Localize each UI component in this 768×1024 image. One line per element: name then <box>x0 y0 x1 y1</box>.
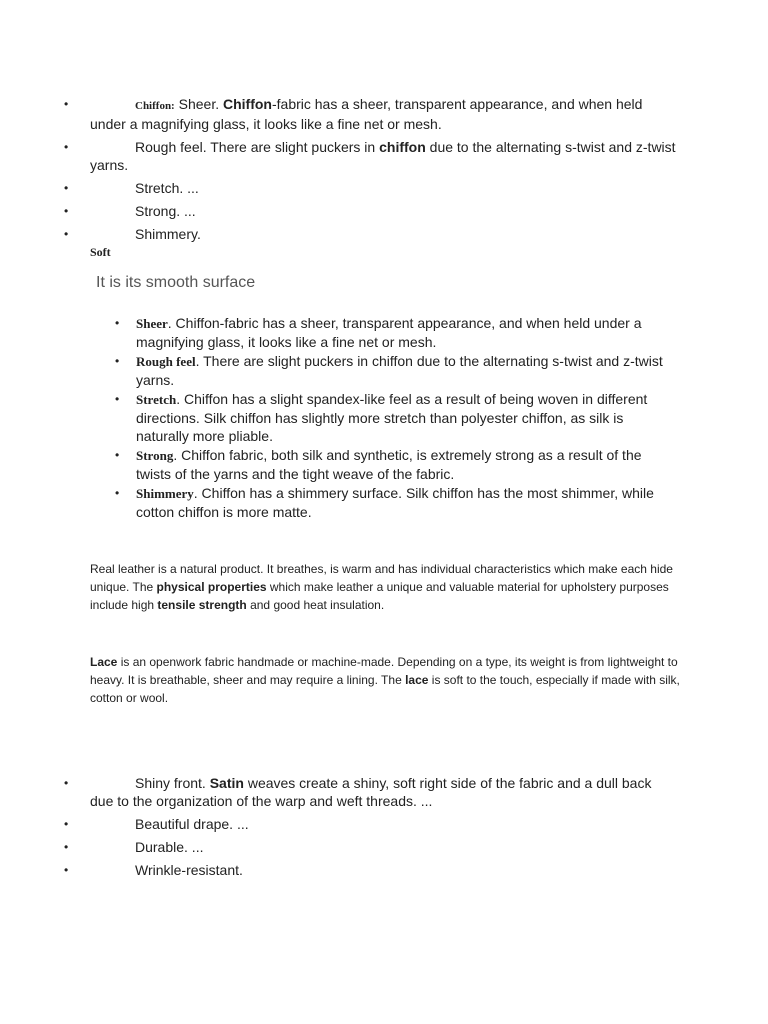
leather-paragraph <box>90 560 690 614</box>
para-text: and good heat insulation. <box>246 598 385 612</box>
term-label: Stretch <box>136 392 177 407</box>
para-text: is an openwork fabric handmade or machine-made. Depending on a type, its weight is from lightweight to heavy. It is breathable, sheer and may require a lining. The <box>90 655 678 687</box>
item-text: . Chiffon has a shimmery surface. Silk chiffon has the most shimmer, while cotton chiffon is more matte. <box>136 485 654 520</box>
item-bold: Chiffon <box>223 96 272 112</box>
bullet-icon: • <box>115 448 120 462</box>
bullet-icon: • <box>64 863 69 877</box>
satin-list <box>0 774 768 884</box>
soft-label: Soft <box>90 245 111 259</box>
para-text: which make leather a unique and valuable material for upholstery purposes include high <box>90 580 669 612</box>
list-item <box>0 225 768 243</box>
term-label: Rough feel <box>136 354 196 369</box>
item-bold: Satin <box>209 775 244 791</box>
item-text: Stretch. ... <box>135 180 199 196</box>
item-text: Wrinkle-resistant. <box>135 862 243 878</box>
bullet-icon: • <box>64 776 69 790</box>
list-item <box>0 861 768 879</box>
item-text: weaves create a shiny, soft right side of the fabric and a dull back due to the organization of the warp and weft threads. ... <box>90 775 652 809</box>
list-item <box>0 484 768 521</box>
list-item <box>0 95 768 133</box>
item-text: -fabric has a sheer, transparent appearance, and when held under a magnifying glass, it looks like a fine net or mesh. <box>90 96 643 132</box>
para-text: Real leather is a natural product. It breathes, is warm and has individual characteristics which make each hide unique. The <box>90 562 673 594</box>
bullet-icon: • <box>64 140 69 154</box>
para-bold: tensile strength <box>157 598 247 612</box>
term-label: Sheer <box>136 316 168 331</box>
bullet-icon: • <box>115 486 120 500</box>
para-bold: lace <box>405 673 429 687</box>
bullet-icon: • <box>64 227 69 241</box>
bullet-icon: • <box>115 354 120 368</box>
item-text: . Chiffon-fabric has a sheer, transparent appearance, and when held under a magnifying glass, it looks like a fine net or mesh. <box>136 315 642 350</box>
item-bold: chiffon <box>379 139 426 155</box>
bullet-icon: • <box>64 840 69 854</box>
item-text: Rough feel. There are slight puckers in <box>135 139 380 155</box>
item-text: Strong. ... <box>135 203 196 219</box>
bullet-icon: • <box>115 392 120 406</box>
item-text: Shimmery. <box>135 226 201 242</box>
chiffon-properties-list <box>0 314 768 522</box>
item-text: Sheer. <box>178 96 223 112</box>
bullet-icon: • <box>64 817 69 831</box>
list-item <box>0 179 768 197</box>
lace-paragraph <box>90 653 690 707</box>
item-text: . Chiffon has a slight spandex-like feel as a result of being woven in different directions. Silk chiffon has slightly more stretch than polyester chiffon, as silk is naturally more pliable. <box>136 391 648 444</box>
list-item <box>0 352 768 389</box>
para-bold: physical properties <box>156 580 267 594</box>
item-text: Beautiful drape. ... <box>135 816 249 832</box>
item-text: . There are slight puckers in chiffon due to the alternating s-twist and z-twist yarns. <box>136 353 663 388</box>
para-text: is soft to the touch, especially if made with silk, cotton or wool. <box>90 673 680 705</box>
smooth-surface-text: It is its smooth surface <box>96 274 256 291</box>
list-item <box>0 774 768 810</box>
list-item <box>0 138 768 174</box>
list-item <box>0 815 768 833</box>
chiffon-summary-list <box>0 95 768 248</box>
bullet-icon: • <box>64 204 69 218</box>
bullet-icon: • <box>64 97 69 111</box>
item-text: Durable. ... <box>135 839 204 855</box>
list-item <box>0 390 768 445</box>
chiffon-label: Chiffon: <box>135 100 175 112</box>
item-text: Shiny front. <box>135 775 210 791</box>
term-label: Shimmery <box>136 486 194 501</box>
list-item <box>0 838 768 856</box>
list-item <box>0 202 768 220</box>
term-label: Strong <box>136 448 174 463</box>
item-text: . Chiffon fabric, both silk and synthetic, is extremely strong as a result of the twists of the yarns and the tight weave of the fabric. <box>136 447 642 482</box>
para-bold: Lace <box>90 655 118 669</box>
bullet-icon: • <box>64 181 69 195</box>
item-text: due to the alternating s-twist and z-twist yarns. <box>90 139 676 173</box>
list-item <box>0 314 768 351</box>
list-item <box>0 446 768 483</box>
bullet-icon: • <box>115 316 120 330</box>
